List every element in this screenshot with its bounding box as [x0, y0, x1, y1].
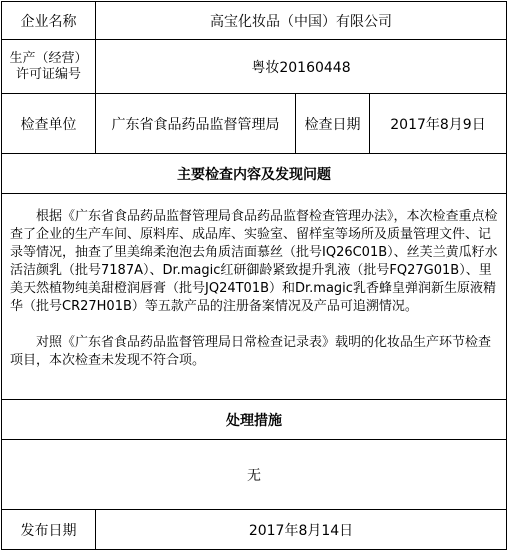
inspection-date-label: 检查日期 [296, 94, 370, 154]
license-label-line1: 生产（经营） [9, 50, 88, 66]
inspection-record-table [1, 1, 507, 550]
license-number-label [2, 40, 96, 94]
measures-heading: 处理措施 [2, 400, 507, 440]
license-row [2, 40, 507, 94]
publish-date-value: 2017年8月14日 [96, 510, 507, 550]
measures-heading-row [2, 400, 507, 440]
findings-heading: 主要检查内容及发现问题 [2, 154, 507, 194]
publish-row [2, 510, 507, 550]
measures-body-row [2, 440, 507, 510]
inspection-row [2, 94, 507, 154]
findings-paragraph-1: 根据《广东省食品药品监督管理局食品药品监督检查管理办法》，本次检查重点检查了企业的生产车间、原料库、成品库、实验室、留样室等场所及质量管理文件、记录等情况，抽查了里美绵柔泡泡去角质洁面慕丝（批号IQ26C01B）、丝芙兰黄瓜籽水活洁颜乳（批号7187A）、Dr.magic红研御龄紧致提升乳液（批号FQ27G01B）、里美天然植物纯美甜橙润唇膏（批号JQ24T01B）和Dr.magic乳香蜂皇弹润新生原液精华（批号CR27H01B）等五款产品的注册备案情况及产品可追溯情况。 [10, 209, 498, 314]
license-number-value: 粤妆20160448 [96, 40, 507, 94]
license-label-line2: 许可证编号 [15, 66, 81, 82]
findings-heading-row [2, 154, 507, 194]
inspection-unit-value: 广东省食品药品监督管理局 [96, 94, 296, 154]
company-row [2, 2, 507, 40]
findings-paragraph-2: 对照《广东省食品药品监督管理局日常检查记录表》载明的化妆品生产环节检查项目，本次检查未发现不符合项。 [10, 335, 492, 368]
findings-body [2, 194, 507, 400]
publish-date-label: 发布日期 [2, 510, 96, 550]
inspection-unit-label: 检查单位 [2, 94, 96, 154]
company-name-label: 企业名称 [2, 2, 96, 40]
measures-value: 无 [2, 440, 507, 510]
findings-body-row [2, 194, 507, 400]
inspection-date-value: 2017年8月9日 [370, 94, 507, 154]
company-name-value: 高宝化妆品（中国）有限公司 [96, 2, 507, 40]
